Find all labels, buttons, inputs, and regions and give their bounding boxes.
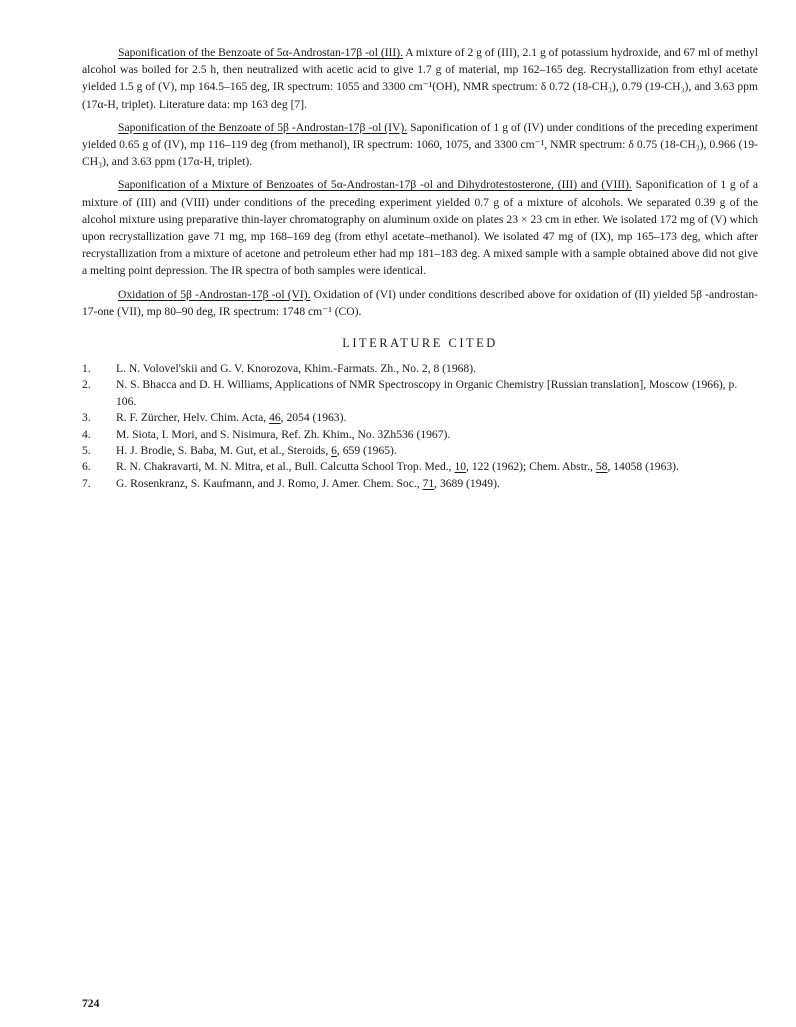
- reference-number: 5.: [82, 444, 91, 458]
- reference-item: [82, 476, 758, 492]
- literature-cited-heading: LITERATURE CITED: [342, 336, 498, 351]
- reference-text: R. F. Zürcher, Helv. Chim. Acta, 46, 2054 (1963).: [116, 411, 347, 425]
- reference-item: [82, 410, 758, 426]
- reference-text: N. S. Bhacca and D. H. Williams, Applications of NMR Spectroscopy in Organic Chemistry [Russian translation], Moscow (1966), p. 106.: [116, 378, 738, 408]
- reference-number: 2.: [82, 378, 91, 392]
- paragraph-heading: Saponification of the Benzoate of 5β -Androstan-17β -ol (IV).: [118, 120, 408, 134]
- paragraph-body: Oxidation of (VI) under conditions described above for oxidation of (II) yielded 5β -androstan-17-one (VII), mp 80–90 deg, IR spectrum: 1748 cm⁻¹ (CO).: [82, 287, 758, 318]
- reference-text: H. J. Brodie, S. Baba, M. Gut, et al., Steroids, 6, 659 (1965).: [116, 444, 397, 458]
- volume-number: 71: [422, 476, 435, 490]
- reference-text: G. Rosenkranz, S. Kaufmann, and J. Romo, J. Amer. Chem. Soc., 71, 3689 (1949).: [116, 476, 500, 490]
- reference-item: [82, 459, 758, 475]
- paragraph-heading: Saponification of a Mixture of Benzoates of 5α-Androstan-17β -ol and Dihydrotestosterone, (III) and (VIII).: [118, 178, 632, 192]
- reference-item: [82, 377, 758, 410]
- page-number: 724: [82, 997, 100, 1010]
- paragraph-heading: Oxidation of 5β -Androstan-17β -ol (VI).: [118, 287, 311, 301]
- paragraph-saponification-iii: [82, 44, 758, 113]
- reference-number: 3.: [82, 411, 91, 425]
- volume-number: 10: [454, 460, 467, 474]
- reference-item: [82, 443, 758, 459]
- paragraph-heading: Saponification of the Benzoate of 5α-Androstan-17β -ol (III).: [118, 46, 404, 59]
- paragraph-oxidation-vi: [82, 286, 758, 320]
- reference-list: [82, 361, 758, 492]
- paragraph-saponification-mixture: [82, 176, 758, 279]
- volume-number: 58: [595, 460, 608, 474]
- reference-number: 6.: [82, 460, 91, 474]
- reference-item: [82, 361, 758, 377]
- reference-text: L. N. Volovel'skii and G. V. Knorozova, Khim.-Farmats. Zh., No. 2, 8 (1968).: [116, 362, 476, 376]
- reference-text: R. N. Chakravarti, M. N. Mitra, et al., Bull. Calcutta School Trop. Med., 10, 122 (1962); Chem. Abstr., 58, 14058 (1963).: [116, 460, 679, 474]
- page-content: [82, 44, 758, 492]
- paragraph-saponification-iv: [82, 119, 758, 171]
- reference-number: 7.: [82, 476, 91, 490]
- reference-text: M. Siota, I. Mori, and S. Nisimura, Ref. Zh. Khim., No. 3Zh536 (1967).: [116, 427, 451, 441]
- reference-number: 1.: [82, 362, 91, 376]
- volume-number: 46: [269, 411, 281, 425]
- reference-number: 4.: [82, 427, 91, 441]
- paragraph-body: Saponification of 1 g of (IV) under conditions of the preceding experiment yielded 0.65 g of (IV), mp 116–119 deg (from methanol), IR spectrum: 1060, 1075, and 3300 cm⁻¹, NMR spectrum: δ 0.75 (18-CH₃), 0.966 (19-CH₃), and 3.63 ppm (17α-H, triplet).: [82, 120, 758, 169]
- reference-item: [82, 427, 758, 443]
- paragraph-body: A mixture of 2 g of (III), 2.1 g of potassium hydroxide, and 67 ml of methyl alcohol was boiled for 2.5 h, then neutralized with acetic acid to give 1.7 g of material, mp 162–165 deg. Recrystallization from ethyl acetate yielded 1.5 g of (V), mp 164.5–165 deg, IR spectrum: 1055 and 3300 cm⁻¹(OH), NMR spectrum: δ 0.72 (18-CH₃), 0.79 (19-CH₃), and 3.63 ppm (17α-H, triplet). Literature data: mp 163 deg [7].: [82, 46, 758, 111]
- volume-number: 6: [331, 444, 337, 458]
- paragraph-body: Saponification of 1 g of a mixture of (III) and (VIII) under conditions of the preceding experiment yielded 0.7 g of a mixture of alcohols. We separated 0.39 g of the alcohol mixture using preparative thin-layer chromatography on aluminum oxide on plates 23 × 23 cm in ether. We isolated 172 mg of (V) which upon recrystallization gave 71 mg, mp 168–169 deg (from ethyl acetate–methanol). We isolated 47 mg of (IX), mp 165–173 deg, which after recrystallization from a mixture of acetone and petroleum ether had mp 181–183 deg. A mixed sample with a sample obtained above did not give a melting point depression. The IR spectra of both samples were identical.: [82, 178, 758, 278]
